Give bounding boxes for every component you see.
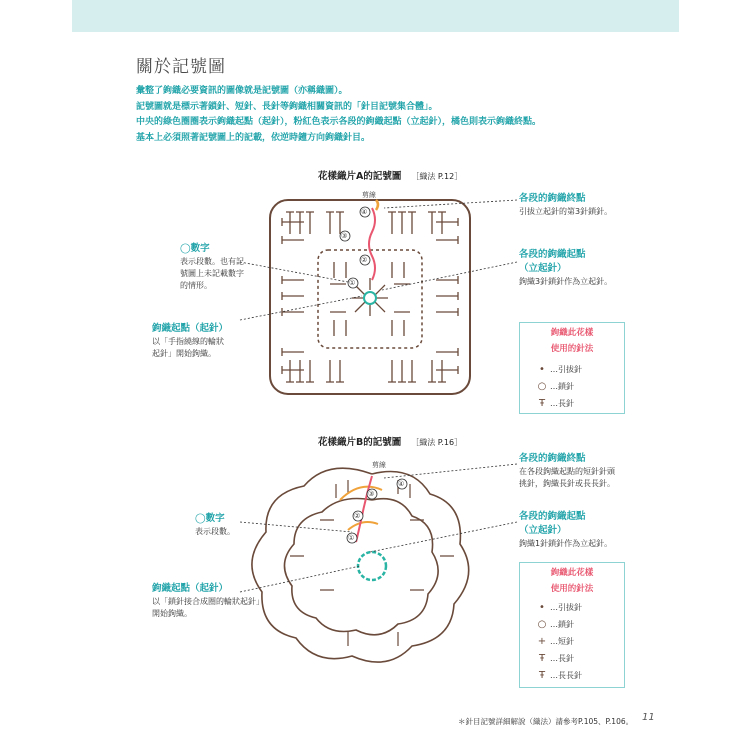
number-annotation-b: ◯數字 表示段數。	[195, 513, 235, 536]
legend-row: Ŧ …長針	[534, 395, 624, 412]
intro-line: 彙整了鉤織必要資訊的圖像就是記號圖（亦稱織圖）。	[136, 86, 348, 96]
end-annotation-b: 各段的鉤織終點 在各段鉤織起點的短針針頭 挑針，鉤織長針或長長針。	[519, 453, 615, 488]
section-a-ref: ［織法 P.12］	[411, 172, 463, 181]
end-annotation-a: 各段的鉤織終點 引拔立起針的第3針鎖針。	[519, 193, 613, 216]
section-b-ref: ［織法 P.16］	[411, 438, 463, 447]
single-crochet-icon: +	[537, 636, 547, 647]
chain-stitch-icon: ○	[537, 619, 547, 630]
intro-line: 中央的綠色圈圈表示鉤織起點（起針），粉紅色表示各段的鉤織起點（立起針），橘色則表示鉤織終點。	[136, 117, 542, 127]
page-title: 關於記號圖	[136, 57, 226, 77]
number-annotation-a: ◯數字 表示段數。也有記 號圖上未記載數字 的情形。	[180, 243, 244, 290]
round-number: ④	[398, 480, 405, 488]
legend-row: ○ …鎖針	[534, 616, 624, 633]
round-number: ①	[348, 534, 355, 542]
chart-b-petals	[252, 468, 469, 662]
start-annotation-b: 鉤織起點（起針） 以「鎖針接合成圈的輪狀起針」 開始鉤織。	[152, 583, 264, 618]
double-crochet-icon: Ŧ	[538, 398, 546, 409]
round-number: ②	[361, 256, 368, 264]
slip-stitch-icon: •	[539, 364, 545, 375]
slip-stitch-icon: •	[539, 602, 545, 613]
intro-line: 記號圖就是標示著鎖針、短針、長針等鉤織相關資訊的「針目記號集合體」。	[136, 101, 438, 112]
legend-row: ○ …鎖針	[534, 378, 624, 395]
round-number: ①	[349, 279, 356, 287]
legend-b: 鉤織此花樣 使用的針法 • …引拔針 ○ …鎖針 + …短針 Ŧ …長針 Ŧ …長長針	[519, 562, 625, 688]
footnote: ＊針目記號詳細解說（織法）請參考P.105、P.106。	[458, 717, 634, 726]
legend-row: + …短針	[534, 633, 624, 650]
section-b-title: 花樣織片B的記號圖 ［織法 P.16］	[318, 437, 463, 448]
double-crochet-icon: Ŧ	[538, 653, 546, 664]
start-annotation-a: 鉤織起點（起針） 以「手指繞線的輪狀 起針」開始鉤織。	[152, 323, 229, 358]
legend-row: Ŧ …長長針	[534, 667, 624, 684]
intro-line: 基本上必須照著記號圖上的記載，依逆時鐘方向鉤織針目。	[136, 132, 371, 143]
chart-b-stitches	[290, 480, 454, 646]
chart-b-end-arc	[348, 522, 378, 530]
chart-b-start-ring	[358, 552, 386, 580]
round-number: ③	[341, 232, 348, 240]
cut-label: 剪線	[372, 461, 386, 469]
legend-a: 鉤織此花樣 使用的針法 • …引拔針 ○ …鎖針 Ŧ …長針	[519, 322, 625, 414]
legend-row: • …引拔針	[534, 599, 624, 616]
treble-crochet-icon: Ŧ	[538, 670, 546, 681]
round-number: ②	[354, 512, 361, 520]
chain-stitch-icon: ○	[537, 381, 547, 392]
section-a-title: 花樣織片A的記號圖 ［織法 P.12］	[318, 171, 463, 182]
rise-annotation-a: 各段的鉤織起點 （立起針） 鉤織3針鎖針作為立起針。	[519, 249, 613, 286]
cut-label: 剪線	[362, 191, 376, 199]
rise-annotation-b: 各段的鉤織起點 （立起針） 鉤織1針鎖針作為立起針。	[519, 511, 613, 548]
round-number: ③	[368, 490, 375, 498]
page-number: 11	[642, 712, 655, 723]
legend-row: Ŧ …長針	[534, 650, 624, 667]
legend-row: • …引拔針	[534, 361, 624, 378]
round-number: ④	[361, 208, 368, 216]
chart-b-leaders	[240, 464, 517, 592]
